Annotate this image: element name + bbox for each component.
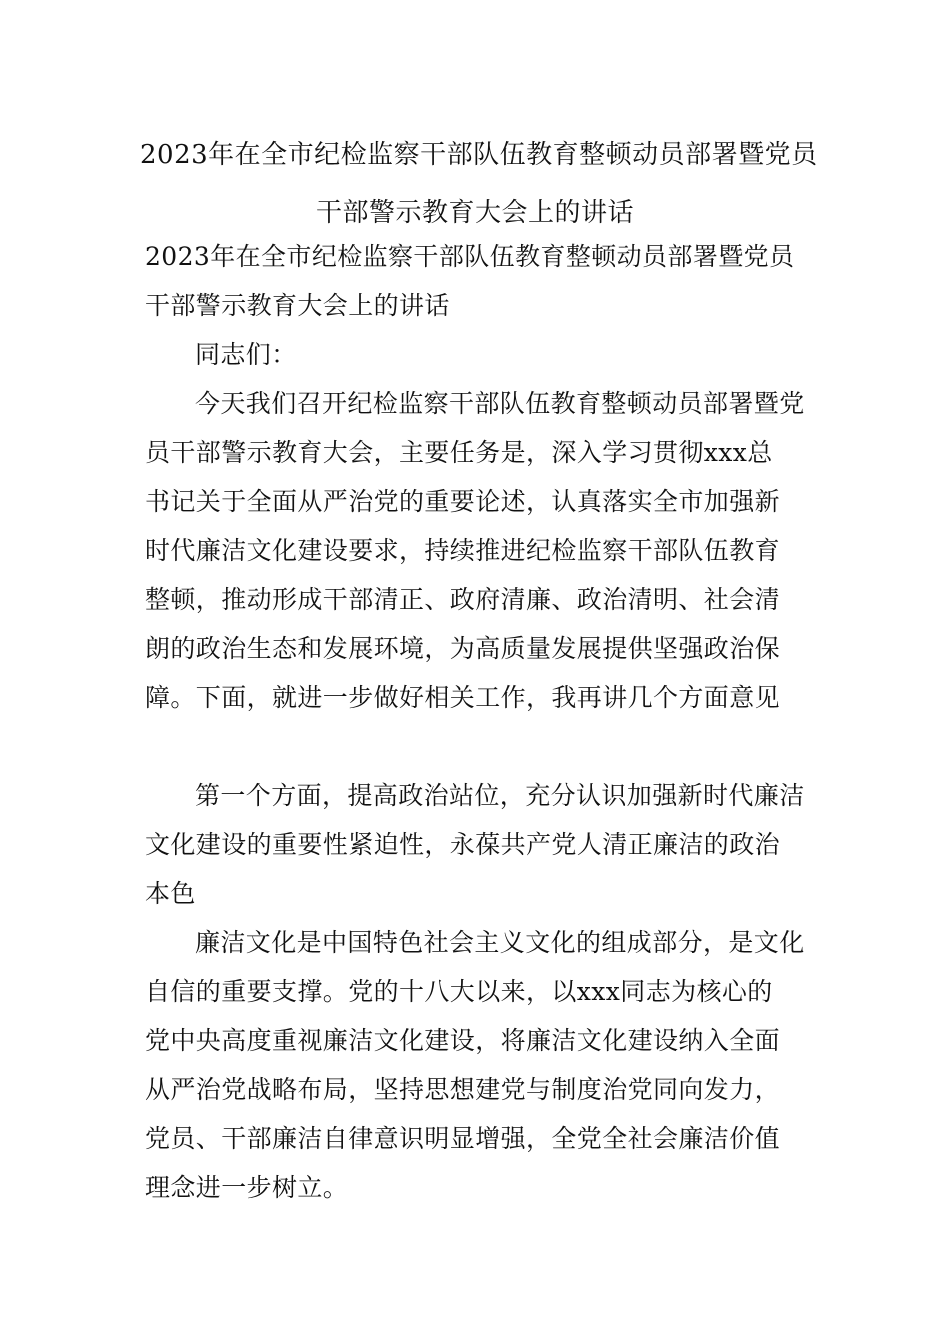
paragraph-intro — [145, 379, 810, 722]
paragraph-line: 整顿，推动形成干部清正、政府清廉、政治清明、社会清 — [145, 585, 781, 614]
repeated-title-line-2: 干部警示教育大会上的讲话 — [145, 291, 450, 320]
paragraph-line: 朗的政治生态和发展环境，为高质量发展提供坚强政治保 — [145, 634, 781, 663]
heading-line: 第一个方面，提高政治站位，充分认识加强新时代廉洁 — [195, 781, 805, 810]
paragraph-line: 从严治党战略布局，坚持思想建党与制度治党同向发力， — [145, 1075, 781, 1104]
paragraph-line: 理念进一步树立。 — [145, 1173, 349, 1202]
paragraph-line: 党中央高度重视廉洁文化建设，将廉洁文化建设纳入全面 — [145, 1026, 781, 1055]
paragraph-line: 书记关于全面从严治党的重要论述，认真落实全市加强新 — [145, 487, 781, 516]
document-title — [140, 126, 818, 242]
paragraph-line: 员干部警示教育大会，主要任务是，深入学习贯彻xxx总 — [145, 438, 773, 467]
paragraph-line: 自信的重要支撑。党的十八大以来，以xxx同志为核心的 — [145, 977, 773, 1006]
heading-line: 文化建设的重要性紧迫性，永葆共产党人清正廉洁的政治 — [145, 830, 781, 859]
section-heading-1 — [145, 771, 810, 918]
title-line-1: 2023年在全市纪检监察干部队伍教育整顿动员部署暨党员 — [140, 140, 818, 170]
paragraph-line: 今天我们召开纪检监察干部队伍教育整顿动员部署暨党 — [195, 389, 805, 418]
paragraph-line: 党员、干部廉洁自律意识明显增强，全党全社会廉洁价值 — [145, 1124, 781, 1153]
paragraph-clean-culture — [145, 918, 810, 1212]
document-body — [145, 232, 810, 1212]
paragraph-line: 廉洁文化是中国特色社会主义文化的组成部分，是文化 — [195, 928, 805, 957]
paragraph-line: 障。下面，就进一步做好相关工作，我再讲几个方面意见 — [145, 683, 781, 712]
heading-line: 本色 — [145, 879, 196, 908]
blank-line — [145, 722, 810, 771]
salutation: 同志们： — [195, 340, 297, 369]
paragraph-line: 时代廉洁文化建设要求，持续推进纪检监察干部队伍教育 — [145, 536, 781, 565]
repeated-title-line-1: 2023年在全市纪检监察干部队伍教育整顿动员部署暨党员 — [145, 242, 795, 271]
title-line-2: 干部警示教育大会上的讲话 — [315, 198, 634, 228]
